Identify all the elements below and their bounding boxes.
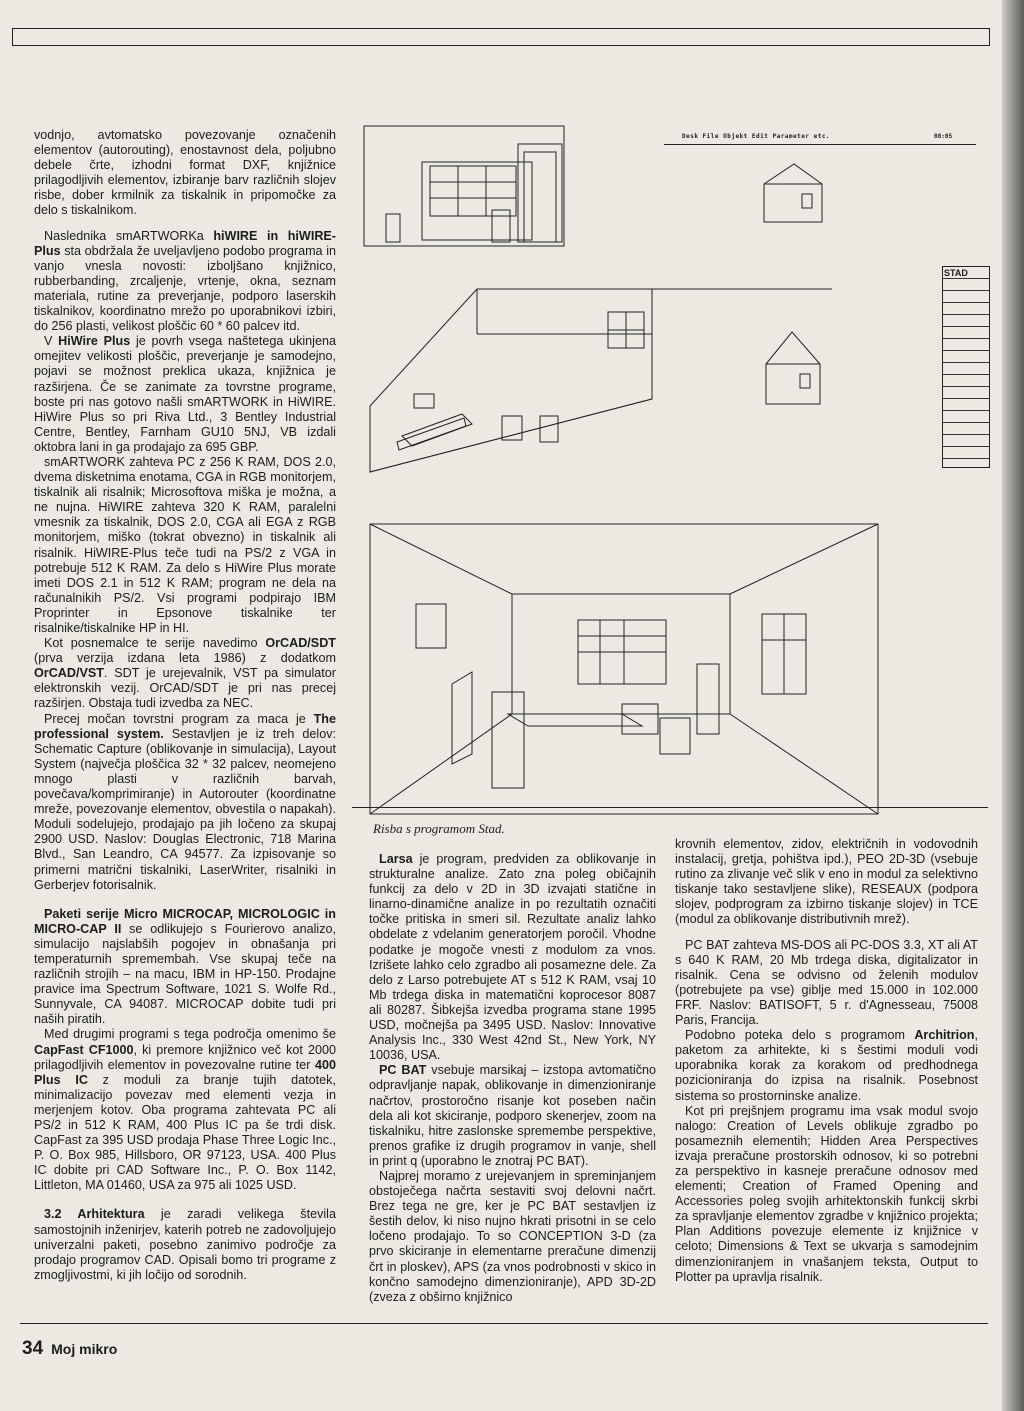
paragraph	[369, 1063, 656, 1169]
bold-run: OrCAD/VST	[34, 666, 104, 681]
magazine-name: Moj mikro	[51, 1341, 118, 1357]
bold-run: OrCAD/SDT	[265, 636, 336, 651]
text-run: Kot pri prejšnjem programu ima vsak modul svojo nalogo: Creation of Levels oblikuje zgradbo po posameznih elementih; Hidden Area Perspectives izvaja preračune prostorskih odnosov, ki so potrebni za perspektivo in kasneje preračune odnosov med elementi; Creation of Framed Opening and Accessories poleg svojih arhitektonskih funkcij skrbi za spravljanje elementov zgradbe v knjižnico projekta; Plan Additions povezuje elemente iz knjižnice v celoto; Dimensions & Text se ukvarja s samodejnim dimenzioniranjem in vnašanjem teksta, Output to Plotter pa upravlja risalnik.	[675, 1103, 978, 1284]
article-column-1	[34, 128, 336, 1283]
text-run: PC BAT zahteva MS-DOS ali PC-DOS 3.3, XT ali AT s 640 K RAM, 20 Mb trdega diska, digitalizator in risalnik. Cena se odvisno od želenih modulov (potrebujete pa vse) giblje med 15.000 in 102.000 FRF. Naslov: BATISOFT, 5 r. d'Agnesseau, 75008 Paris, Francija.	[675, 937, 978, 1028]
text-run: Podobno poteka delo s programom	[685, 1028, 915, 1043]
paragraph	[34, 712, 336, 893]
paragraph	[34, 907, 336, 1028]
text-run: Najprej moramo z urejevanjem in spreminjanjem obstoječega načrta sestaviti svoj delovni načrt. Brez tega ne gre, ker je PC BAT sestavljen iz šestih delov, ki niso nujno hkrati prisotni in se celo ločeno prodajajo. To so CONCEPTION 3-D (za prvo skiciranje in elementarne preračune dimenzij črt in ploskev), APS (za vnos podrobnosti v skico in končno samodejno dimenzioniranje), APD 3D-2D (zveza z obširno knjižnico	[369, 1168, 656, 1304]
paragraph	[369, 852, 656, 1063]
page-number: 34	[22, 1338, 44, 1359]
text-run: krovnih elementov, zidov, električnih in vodovodnih instalacij, gretja, pohištva ipd.), PEO 2D-3D (vsebuje rutino za zlivanje več slik v eno in modul za selektivno tiskanje tako sestavljene slike), RESEAUX (podpora slojev, podprogram za izbirno tiskanje slojev) in TCE (modul za oblikovanje distributivnih mrež).	[675, 837, 978, 927]
text-run: Kot posnemalce te serije navedimo	[44, 636, 266, 651]
bold-run: HiWire Plus	[58, 334, 131, 349]
text-run: Sestavljen je iz treh delov: Schematic Capture (oblikovanje in simulacija), Layout System (največja ploščica 32 * 32 palcev, neomejeno mnogo plasti v različnih barvah, povečava/komprimiranje) in Autorouter (koordinatne mreže, povezovanje elementov, obvestila o napakah). Moduli sodelujejo, prodajajo pa jih ločeno za skupaj 2900 USD. Naslov: Douglas Electronic, 718 Marina Blvd., San Leandro, CA 94577. Za izpisovanje so primerni matrični tiskalniki, LaserWriter, risalniki in Gerberjev fotorisalnik.	[34, 726, 336, 892]
text-run: Naslednika smARTWORKa	[44, 228, 214, 243]
paragraph	[675, 837, 978, 928]
paragraph	[675, 1028, 978, 1103]
text-run: sta obdržala že uveljavljeno podobo programa in vanjo vnesla novosti: izboljšano knjižnico, rubberbanding, zrcaljenje, vrtenje, okna, seznam materiala, rutine za preverjanje, podporo laserskih tiskalnikov, koordinatno mrežo po uporabnikovi izbiri, do 256 plasti, velikost ploščic 60 * 60 palcev itd.	[34, 243, 336, 334]
text-run: , paketom za arhitekte, ki s šestimi moduli vodi uporabnika korak za korakom od predhodnega pozicioniranja do izpisa na risalnik. Posebnost sistema so prostorninske analize.	[675, 1028, 978, 1103]
bold-run: PC BAT	[379, 1063, 427, 1078]
bold-run: Paketi serije Micro MICROCAP, MICROLOGIC in MICRO-CAP II	[34, 906, 336, 936]
cad-illustration	[352, 124, 988, 824]
paragraph	[369, 1169, 656, 1305]
bold-run: The professional system.	[34, 711, 336, 741]
header-rule-box	[12, 28, 990, 46]
bold-run: 3.2 Arhitektura	[44, 1207, 145, 1222]
text-run: Precej močan tovrstni program za maca je	[44, 711, 314, 726]
bold-run: Larsa	[379, 852, 413, 866]
stad-toolbox	[942, 266, 990, 468]
paragraph	[34, 229, 336, 335]
figure-bottom-rule	[352, 807, 988, 808]
text-run: vsebuje marsikaj – izstopa avtomatično odpravljanje napak, oblikovanje in dimenzioniranje načrtov, prostoročno risanje kot poseben način dela ali kot skiciranje, podporo skenerjev, zoom na tiskalniku, hitre zaslonske spremembe perspektive, prenos grafike iz drugih programov in vanje, shell in print q (uporabno le znotraj PC BAT).	[369, 1063, 656, 1168]
text-run: smARTWORK zahteva PC z 256 K RAM, DOS 2.0, dvema disketnima enotama, CGA in RGB monitorjem, tiskalnik ali risalnik; Microsoftova miška je možna, a ne nujna. HiWIRE zahteva 320 K RAM, paralelni vmesnik za tiskalnik, DOS 2.0, CGA ali EGA z RGB monitorjem, miško (tokrat obvezno) in tiskalnik ali risalnik. HiWIRE-Plus teče tudi na PS/2 z VGA in potrebuje 512 K RAM. Za delo s HiWire Plus morate imeti DOS 2.1 in 512 K RAM; program ne dela na računalnikih PS/2. Vsi programi podpirajo IBM Proprinter in Epsonove tiskalnike ter risalnike/tiskalnike HP in HI.	[34, 454, 336, 635]
menu-rule	[664, 144, 976, 145]
text-run: je povrh vsega naštetega ukinjena omejitev velikosti ploščic, preverjanje je samodejno, pojavi se možnost preklica ukaza, knjižnica je razširjena. Če se zanimate za tovrstne programe, boste pri nas gotovo našli smARTWORK in HiWIRE. HiWire Plus so pri Riva Ltd., 3 Bentley Industrial Centre, Bentley, Farnham GU10 5NJ, VB izdali oktobra lani in ga prodajajo za 695 GBP.	[34, 334, 336, 454]
stad-logo: STAD	[944, 268, 968, 278]
bold-run: Architrion	[914, 1028, 975, 1043]
bold-run: 400 Plus IC	[34, 1057, 336, 1087]
text-run: se odlikujejo s Fourierovo analizo, simulacijo najslabših pogojev in obnašanja pri temperaturnih spremembah. Vse skupaj teče na različnih strojih – na macu, IBM in HP-150. Prodajne pravice ima Spectrum Software, 1021 S. Wolfe Rd., Sunnyvale, CA 94087. MICROCAP dobite tudi pri naših piratih.	[34, 921, 336, 1027]
paragraph	[675, 938, 978, 1029]
bold-run: CapFast CF1000	[34, 1042, 134, 1057]
paragraph	[34, 1027, 336, 1193]
page-edge-shadow	[1002, 0, 1024, 1411]
room-perspective-1	[370, 289, 652, 472]
page-footer	[22, 1338, 117, 1360]
stad-menu-bar: Desk File Objekt Edit Parameter etc.	[682, 133, 831, 140]
article-column-2	[369, 852, 656, 1305]
paragraph	[34, 128, 336, 219]
figure-caption: Risba s programom Stad.	[373, 821, 505, 836]
paragraph	[34, 455, 336, 636]
footer-rule	[20, 1323, 988, 1324]
text-run: V	[44, 334, 59, 349]
stad-drawing-figure	[352, 124, 988, 824]
article-column-3	[675, 837, 978, 1285]
paragraph	[34, 1207, 336, 1282]
paragraph	[675, 1104, 978, 1285]
text-run: , ki premore knjižnico več kot 2000 prilagodljivih elementov in povezovalne rutine ter	[34, 1042, 336, 1072]
paragraph	[34, 334, 336, 455]
house-wireframe-1	[764, 164, 822, 222]
house-wireframe-2	[766, 332, 820, 404]
paragraph	[34, 636, 336, 711]
bold-run: hiWIRE in hiWIRE-Plus	[34, 228, 337, 258]
text-run: (prva verzija izdana leta 1986) z dodatkom	[34, 651, 336, 666]
text-run: . SDT je urejevalnik, VST pa simulator elektronskih vezij. OrCAD/SDT je pri nas precej razširjen. Obstaja tudi izvedba za NEC.	[34, 666, 336, 711]
text-run: z moduli za branje tujih datotek, minimalizacijo povezav med elementi vezja in merjenjem kotov. Oba programa zahtevata PC ali PS/2 in 512 K RAM, 400 Plus IC pa še trdi disk. CapFast za 395 USD prodaja Phase Three Logic Inc., P. O. Box 985, Hillsboro, OR 97123, USA. 400 Plus IC dobite pri CAD Software Inc., P. O. Box 1142, Littleton, MA 01460, USA za 975 ali 1025 USD.	[34, 1072, 336, 1193]
text-run: vodnjo, avtomatsko povezovanje označenih elementov (autorouting), enostavnost dela, poljubno debele črte, izhodni format DXF, knjižnice prilagodljivih elementov, izbiranje barv različnih slojev risbe, dober krmilnik za tiskalnik in pripomočke za delo s tiskalnikom.	[34, 128, 336, 218]
text-run: Med drugimi programi s tega področja omenimo še	[44, 1027, 336, 1042]
stad-clock: 08:05	[934, 133, 953, 140]
text-run: je program, predviden za oblikovanje in strukturalne analize. Zato zna poleg običajnih funkcij za delo v 2D in 3D izvajati statične in linarno-dinamične analize in po rezultatih označiti točke pritiska in smeri sil. Rezultate analiz lahko obdelate z vdelanim generatorjem poročil. Vhodne podatke je mogoče vnesti z modulom za vnos. Izrišete lahko celo zgradbo ali posamezne dele. Za delo z Larso potrebujete AT s 512 K RAM, vsaj 10 Mb trdega diska in matematični koprocesor 8087 ali 80287. Šibkejša izvedba programa stane 1995 USD, močnejša pa 3495 USD. Naslov: Innovative Analysis Inc., 330 West 42nd St., New York, NY 10036, USA.	[369, 852, 656, 1063]
text-run: je zaradi velikega števila samostojnih inženirjev, katerih potreb ne zadovoljujejo univerzalni paketi, posebno zanimivo področje za prodajo programov CAD. Opisali bomo tri programe z zmogljivostmi, ki jih ločijo od sorodnih.	[34, 1207, 336, 1282]
